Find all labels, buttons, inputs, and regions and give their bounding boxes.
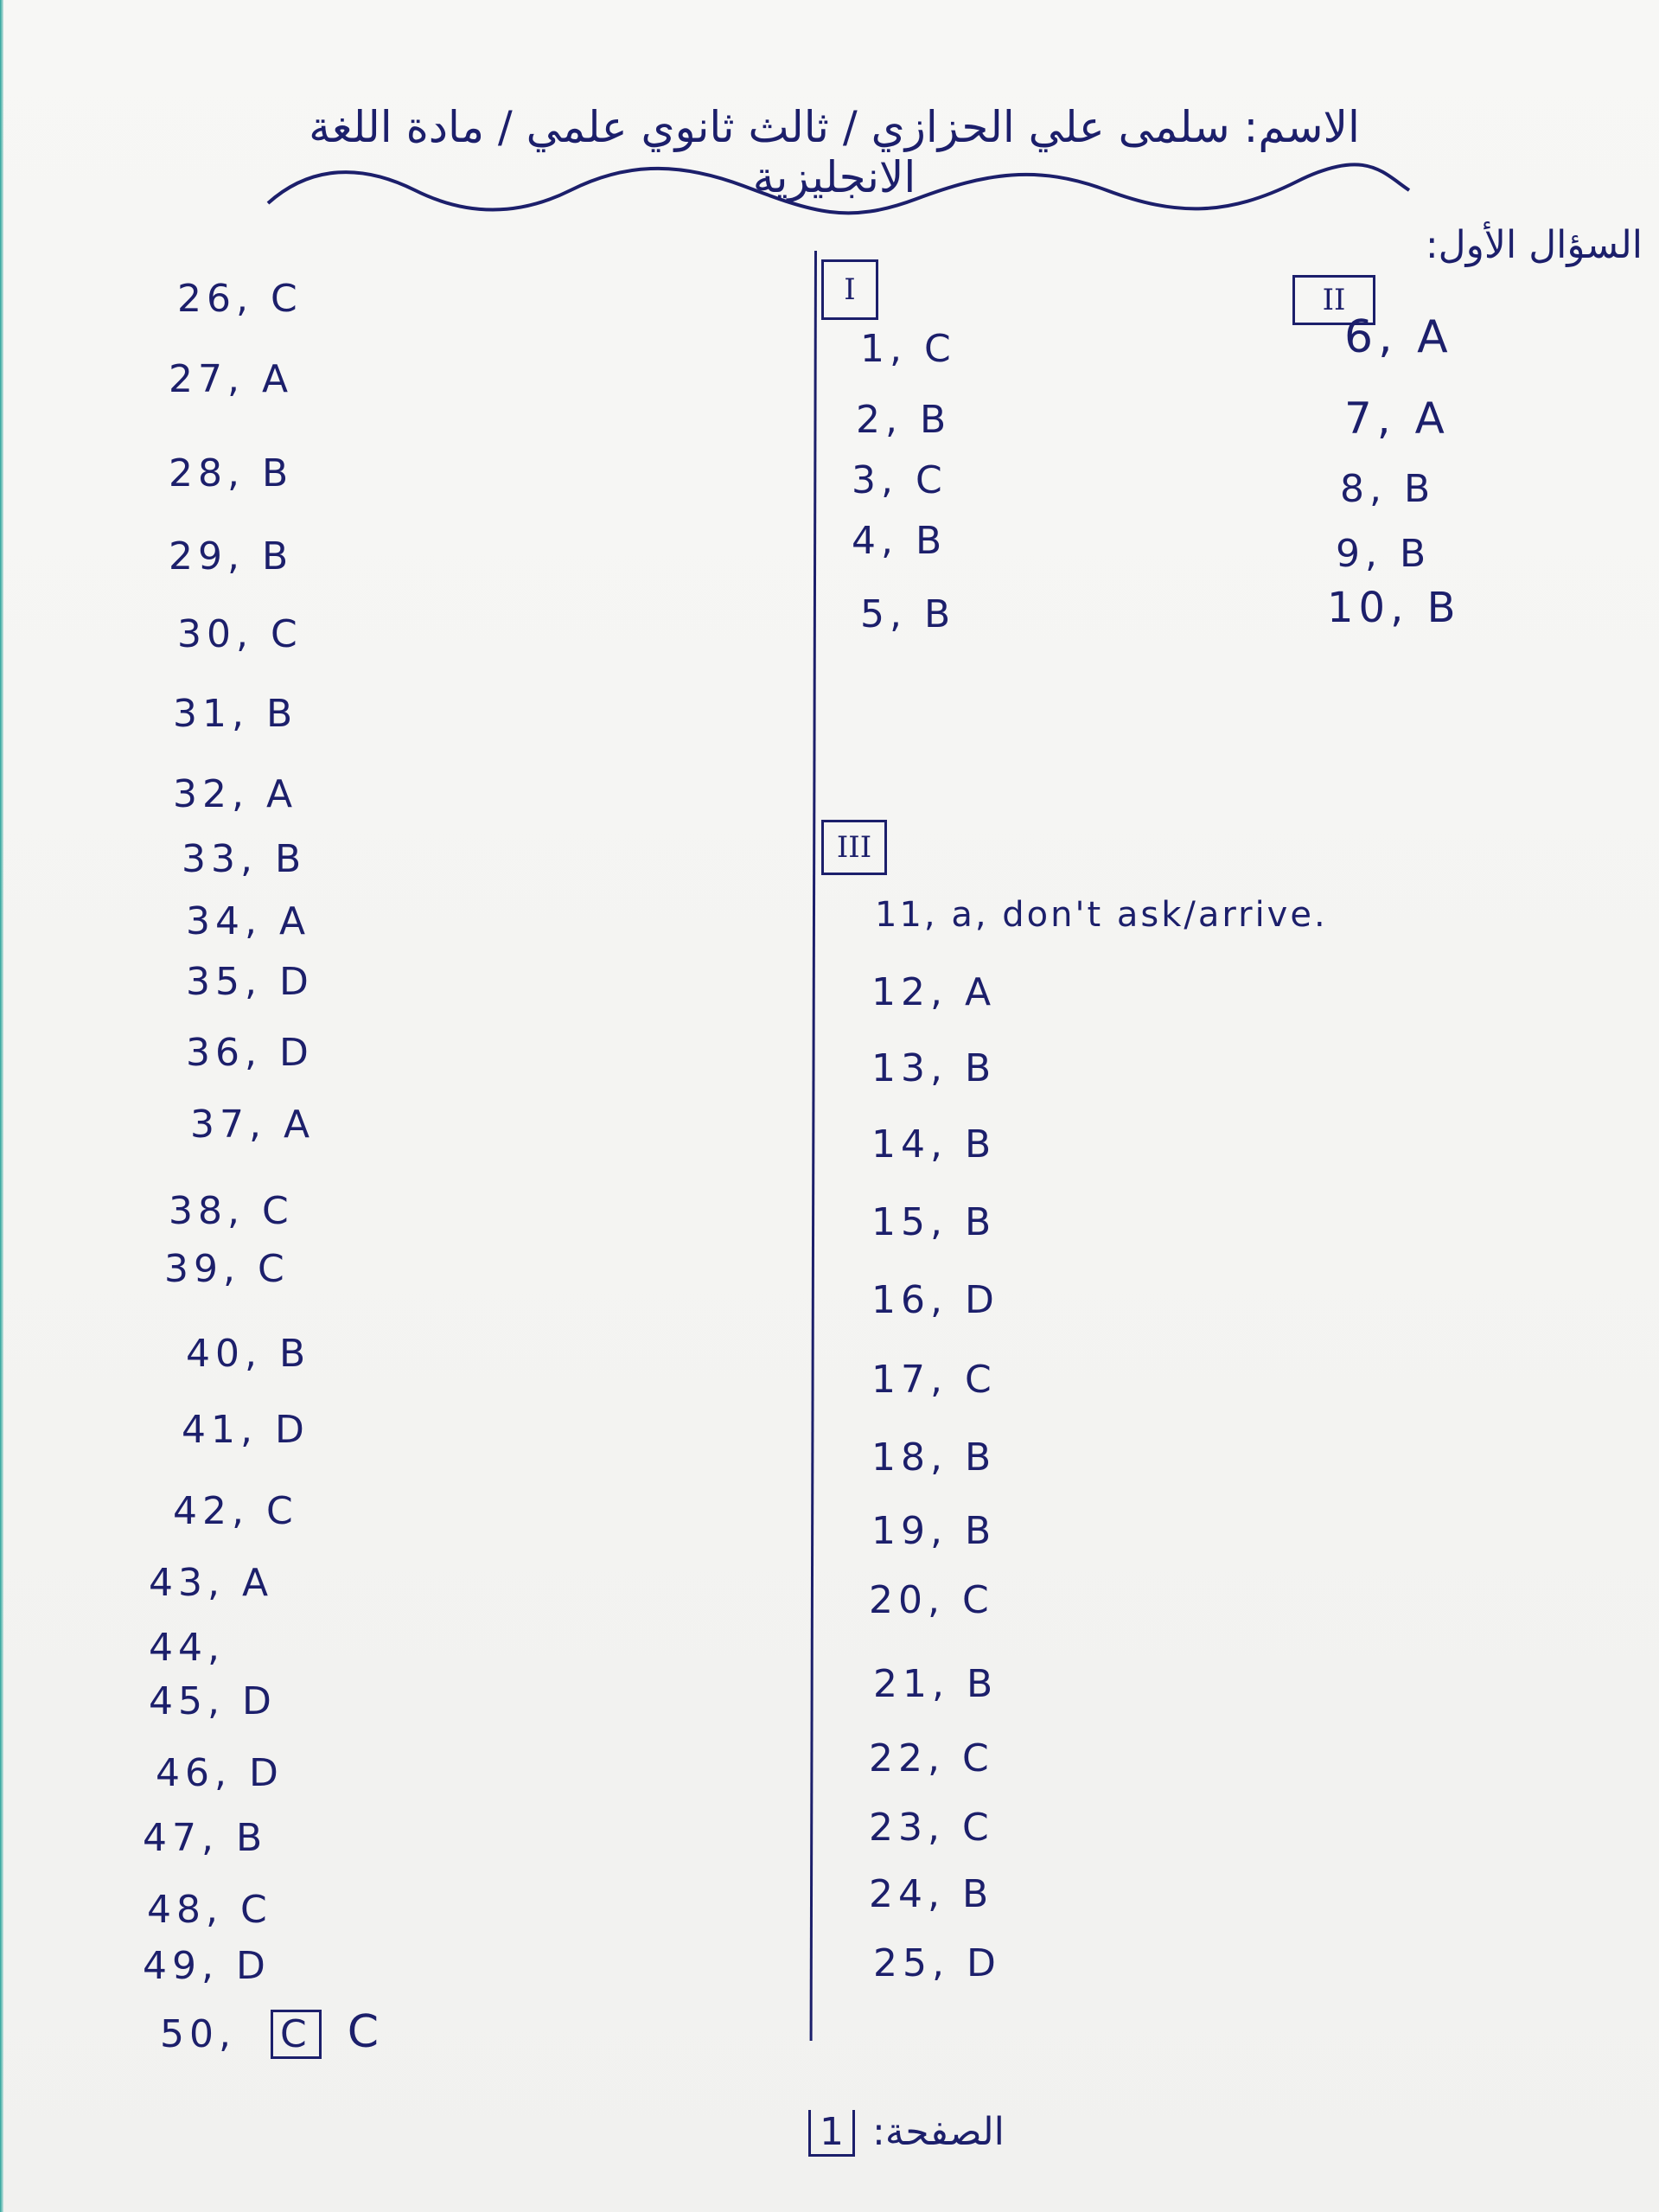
answer-49: 49, D	[143, 1944, 271, 1988]
answer-34: 34, A	[186, 899, 311, 943]
answer-50-number: 50,	[160, 2012, 236, 2056]
answer-7: 7, A	[1344, 393, 1450, 444]
header-underline-wave	[259, 156, 1418, 225]
answer-27: 27, A	[169, 357, 294, 401]
answer-33: 33, B	[182, 837, 307, 881]
answer-13: 13, B	[871, 1046, 997, 1090]
page-footer	[808, 2110, 1005, 2154]
section-1-box	[821, 259, 878, 320]
answer-38: 38, C	[169, 1189, 294, 1233]
answer-5: 5, B	[860, 592, 956, 636]
answer-26: 26, C	[177, 277, 303, 321]
answer-42: 42, C	[173, 1489, 298, 1533]
answer-23: 23, C	[869, 1806, 994, 1850]
answer-24: 24, B	[869, 1872, 994, 1916]
answer-18: 18, B	[871, 1435, 997, 1480]
student-header: الاسم: سلمى علي الحزازي / ثالث ثانوي علمي / مادة اللغة الانجليزية	[309, 102, 1360, 202]
answer-35: 35, D	[186, 960, 314, 1004]
answer-21: 21, B	[873, 1662, 999, 1706]
answer-41: 41, D	[182, 1408, 309, 1452]
answer-1: 1, C	[860, 327, 956, 371]
answer-19: 19, B	[871, 1509, 997, 1553]
answer-50	[160, 2006, 384, 2059]
answer-45: 45, D	[149, 1679, 277, 1723]
section-2-label: II	[1322, 283, 1346, 317]
answer-2: 2, B	[856, 398, 952, 442]
column-divider	[810, 251, 817, 2041]
answer-12: 12, A	[871, 970, 997, 1014]
answer-15: 15, B	[871, 1200, 997, 1244]
answer-48: 48, C	[147, 1888, 272, 1932]
footer-page-number: 1	[808, 2110, 855, 2157]
section-3-box	[821, 820, 887, 875]
question-title: السؤال الأول:	[1425, 223, 1643, 267]
answer-17: 17, C	[871, 1358, 997, 1402]
answer-3: 3, C	[852, 458, 948, 502]
footer-label: الصفحة:	[872, 2110, 1005, 2154]
section-1-label: I	[844, 272, 856, 307]
answer-37: 37, A	[190, 1103, 316, 1147]
answer-4: 4, B	[852, 519, 948, 563]
answer-50-final: C	[347, 2006, 385, 2058]
section-3-label: III	[836, 830, 872, 865]
answer-25: 25, D	[873, 1941, 1001, 1985]
answer-43: 43, A	[149, 1561, 274, 1605]
answer-11: 11, a, don't ask/arrive.	[875, 895, 1328, 935]
page-edge	[0, 0, 3, 2212]
answer-50-boxed: C	[271, 2010, 322, 2059]
answer-30: 30, C	[177, 612, 303, 656]
answer-46: 46, D	[156, 1751, 284, 1795]
answer-36: 36, D	[186, 1031, 314, 1075]
answer-10: 10, B	[1327, 584, 1461, 632]
answer-14: 14, B	[871, 1122, 997, 1167]
answer-20: 20, C	[869, 1578, 994, 1622]
answer-29: 29, B	[169, 534, 294, 579]
answer-8: 8, B	[1340, 467, 1436, 511]
answer-47: 47, B	[143, 1816, 268, 1860]
answer-22: 22, C	[869, 1736, 994, 1780]
answer-31: 31, B	[173, 692, 298, 736]
answer-9: 9, B	[1336, 532, 1432, 576]
answer-32: 32, A	[173, 772, 298, 816]
answer-28: 28, B	[169, 451, 294, 495]
answer-44: 44,	[149, 1626, 225, 1670]
answer-39: 39, C	[164, 1247, 290, 1291]
answer-6: 6, A	[1344, 311, 1453, 363]
answer-16: 16, D	[871, 1278, 999, 1322]
answer-40: 40, B	[186, 1332, 311, 1376]
